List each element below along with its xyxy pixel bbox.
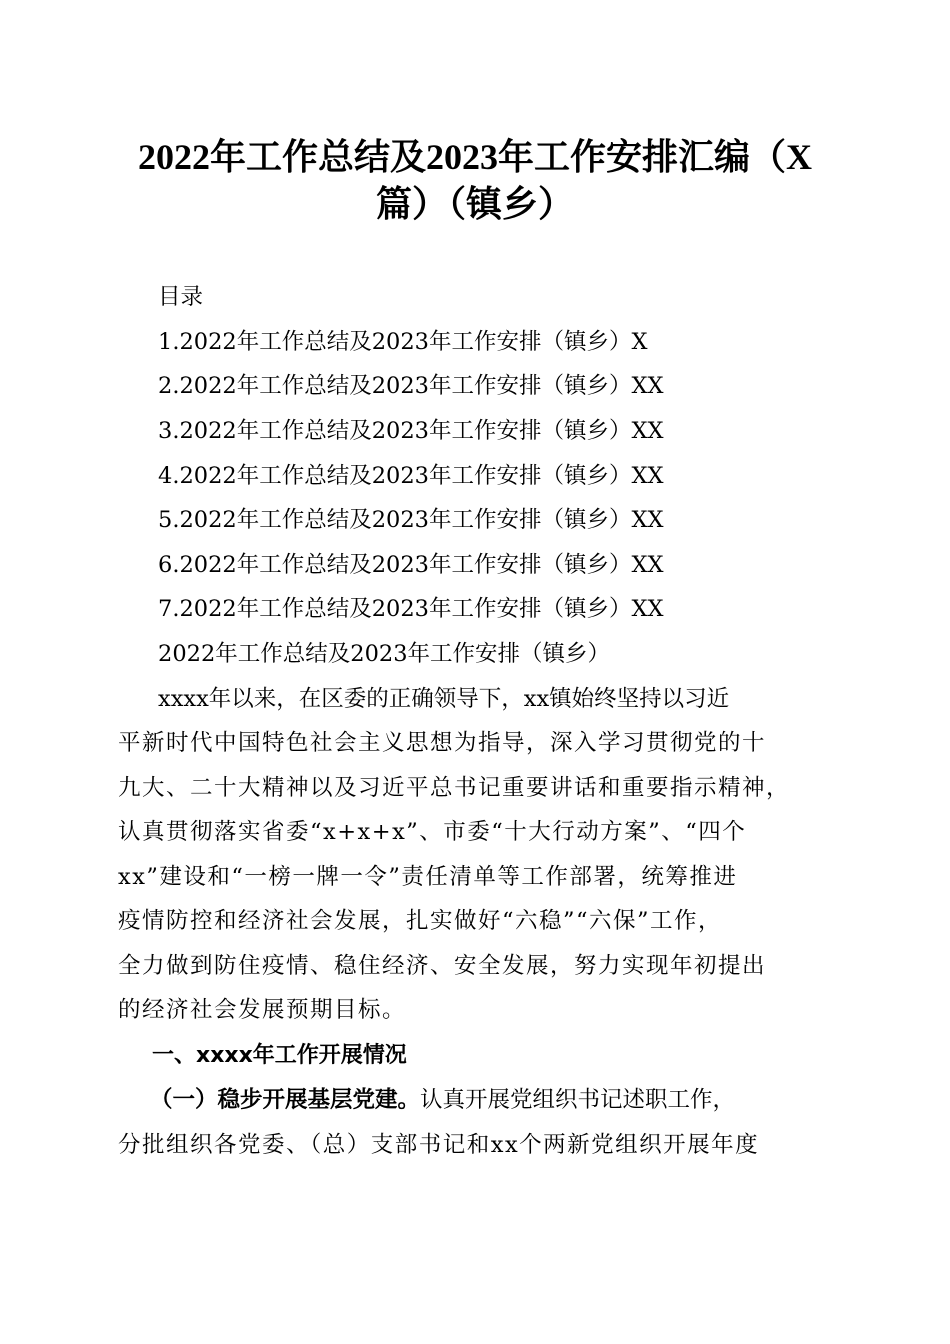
toc-item: 6.2022年工作总结及2023年工作安排（镇乡）XX <box>158 552 664 578</box>
toc-item: 2.2022年工作总结及2023年工作安排（镇乡）XX <box>158 373 664 399</box>
section-heading: 一、xxxx年工作开展情况 <box>152 1043 407 1068</box>
toc-item: 5.2022年工作总结及2023年工作安排（镇乡）XX <box>158 507 664 533</box>
paragraph-line: 的经济社会发展预期目标。 <box>118 997 407 1023</box>
paragraph-line: xxxx年以来，在区委的正确领导下，xx镇始终坚持以习近 <box>158 686 730 712</box>
toc-item: 3.2022年工作总结及2023年工作安排（镇乡）XX <box>158 418 664 444</box>
paragraph-line: 认真贯彻落实省委“x+x+x”、市委“十大行动方案”、“四个 <box>118 819 747 845</box>
document-title-line-2: 篇）（镇乡） <box>375 184 574 224</box>
paragraph-line: 全力做到防住疫情、稳住经济、安全发展，努力实现年初提出 <box>118 953 767 979</box>
toc-item: 7.2022年工作总结及2023年工作安排（镇乡）XX <box>158 596 664 622</box>
paragraph-line: 分批组织各党委、（总）支部书记和xx个两新党组织开展年度 <box>118 1132 760 1158</box>
toc-heading: 目录 <box>158 284 204 310</box>
article-title: 2022年工作总结及2023年工作安排（镇乡） <box>158 641 611 667</box>
paragraph-line: 疫情防控和经济社会发展，扎实做好“六稳”“六保”工作， <box>118 908 723 934</box>
toc-item: 4.2022年工作总结及2023年工作安排（镇乡）XX <box>158 463 664 489</box>
toc-item: 1.2022年工作总结及2023年工作安排（镇乡）X <box>158 329 648 355</box>
paragraph-line: 平新时代中国特色社会主义思想为指导，深入学习贯彻党的十 <box>118 730 767 756</box>
paragraph-line <box>150 1085 735 1115</box>
subsection-text: 认真开展党组织书记述职工作， <box>420 1087 736 1113</box>
document-title <box>118 134 832 228</box>
paragraph-line: 九大、二十大精神以及习近平总书记重要讲话和重要指示精神， <box>118 775 791 801</box>
subsection-heading: （一）稳步开展基层党建。 <box>150 1087 421 1113</box>
document-title-line-1: 2022年工作总结及2023年工作安排汇编（X <box>138 137 812 177</box>
paragraph-line: xx”建设和“一榜一牌一令”责任清单等工作部署，统筹推进 <box>118 864 738 890</box>
